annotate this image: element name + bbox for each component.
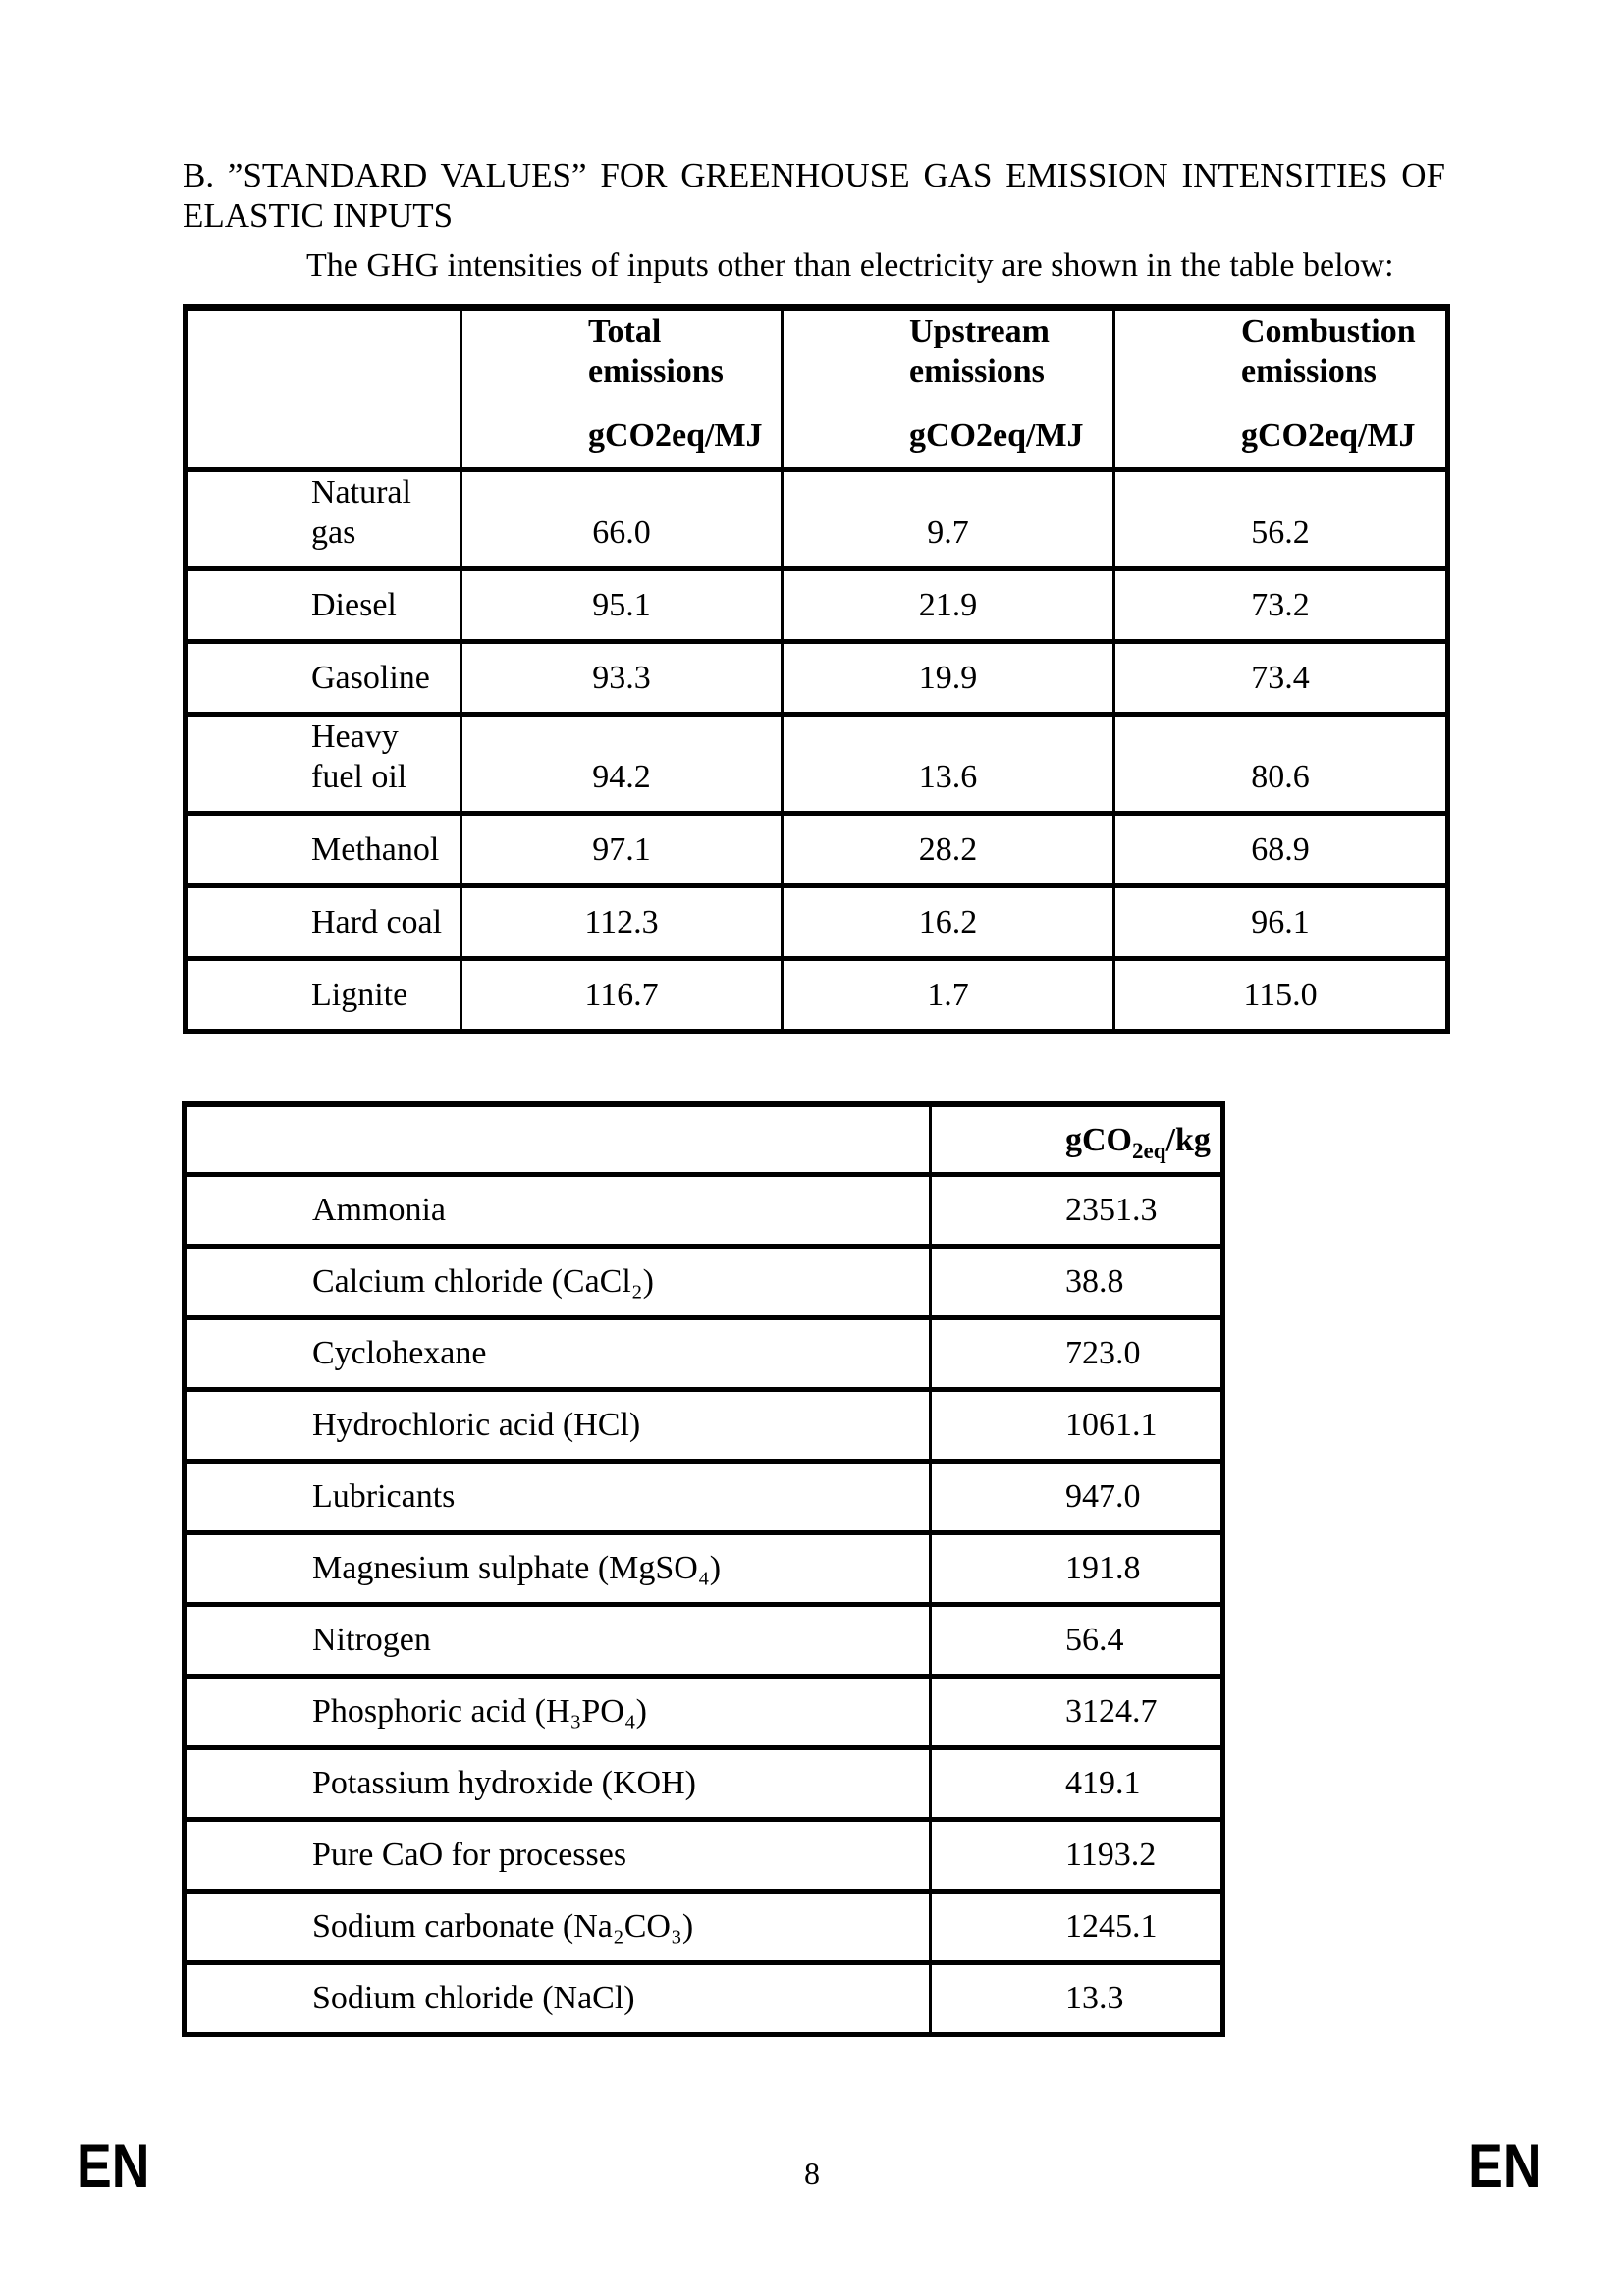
chemical-row-label: Pure CaO for processes (185, 1819, 931, 1891)
column-title: Upstream emissions (909, 313, 1050, 390)
fuel-upstream-emissions-value: 1.7 (783, 959, 1114, 1032)
fuel-row-label: Gasoline (186, 642, 461, 715)
chemical-row-value: 723.0 (931, 1317, 1223, 1389)
chemical-row-value: 1193.2 (931, 1819, 1223, 1891)
chemical-row-value: 419.1 (931, 1747, 1223, 1819)
fuel-emissions-table (183, 304, 1450, 1034)
table-row (185, 1532, 1223, 1604)
fuel-total-emissions-value: 95.1 (461, 569, 783, 642)
table-row (185, 1604, 1223, 1676)
fuel-total-emissions-value: 116.7 (461, 959, 783, 1032)
chemical-row-label: Magnesium sulphate (MgSO₄) (185, 1532, 931, 1604)
chemical-row-value: 38.8 (931, 1246, 1223, 1317)
fuel-upstream-emissions-value: 9.7 (783, 470, 1114, 569)
chemical-row-value: 191.8 (931, 1532, 1223, 1604)
table-row (185, 1962, 1223, 2034)
fuel-upstream-emissions-value: 13.6 (783, 715, 1114, 814)
table-row (185, 1317, 1223, 1389)
chemical-row-value: 56.4 (931, 1604, 1223, 1676)
fuel-combustion-emissions-value: 115.0 (1114, 959, 1448, 1032)
unit-subscript: 2eq (1132, 1138, 1166, 1163)
unit-suffix: /kg (1165, 1121, 1211, 1158)
fuel-combustion-emissions-value: 56.2 (1114, 470, 1448, 569)
table-row (185, 1246, 1223, 1317)
table-row (185, 1819, 1223, 1891)
column-unit: gCO2eq/MJ (909, 417, 1084, 454)
chemical-table-header-row (185, 1104, 1223, 1174)
section-heading-line1: B. ”STANDARD VALUES” FOR GREENHOUSE GAS EMISSION INTENSITIES OF (183, 156, 1445, 194)
fuel-table-corner-cell (186, 308, 461, 470)
chemical-row-label: Ammonia (185, 1174, 931, 1246)
fuel-row-label: Heavy fuel oil (186, 715, 461, 814)
fuel-upstream-emissions-value: 16.2 (783, 886, 1114, 959)
section-heading (183, 155, 1445, 236)
chemical-row-label: Sodium chloride (NaCl) (185, 1962, 931, 2034)
fuel-combustion-emissions-value: 80.6 (1114, 715, 1448, 814)
table-row (186, 642, 1448, 715)
table-row (185, 1174, 1223, 1246)
fuel-upstream-emissions-value: 28.2 (783, 814, 1114, 886)
chemical-row-value: 1061.1 (931, 1389, 1223, 1461)
table-row (186, 814, 1448, 886)
fuel-upstream-emissions-value: 19.9 (783, 642, 1114, 715)
chemical-row-label: Potassium hydroxide (KOH) (185, 1747, 931, 1819)
chemical-row-label: Calcium chloride (CaCl₂) (185, 1246, 931, 1317)
fuel-total-emissions-value: 97.1 (461, 814, 783, 886)
chemical-row-label: Sodium carbonate (Na₂CO₃) (185, 1891, 931, 1962)
chemical-row-value: 947.0 (931, 1461, 1223, 1532)
fuel-row-label: Lignite (186, 959, 461, 1032)
page-number: 8 (804, 2156, 820, 2191)
table-row (185, 1891, 1223, 1962)
fuel-row-label: Natural gas (186, 470, 461, 569)
chemical-row-value: 13.3 (931, 1962, 1223, 2034)
fuel-table-header-row (186, 308, 1448, 470)
chemical-row-value: 3124.7 (931, 1676, 1223, 1747)
fuel-combustion-emissions-value: 73.4 (1114, 642, 1448, 715)
chemical-row-label: Nitrogen (185, 1604, 931, 1676)
fuel-total-emissions-value: 66.0 (461, 470, 783, 569)
chemical-row-label: Lubricants (185, 1461, 931, 1532)
chemical-row-label: Phosphoric acid (H₃PO₄) (185, 1676, 931, 1747)
fuel-table-column-header (783, 308, 1114, 470)
column-unit: gCO2eq/MJ (1241, 417, 1416, 454)
fuel-row-label: Diesel (186, 569, 461, 642)
intro-paragraph: The GHG intensities of inputs other than electricity are shown in the table below: (306, 247, 1394, 284)
fuel-row-label: Hard coal (186, 886, 461, 959)
table-row (186, 470, 1448, 569)
chemical-row-label: Hydrochloric acid (HCl) (185, 1389, 931, 1461)
fuel-total-emissions-value: 94.2 (461, 715, 783, 814)
chemical-table-unit-header (931, 1104, 1223, 1174)
chemical-row-value: 1245.1 (931, 1891, 1223, 1962)
chemical-row-value: 2351.3 (931, 1174, 1223, 1246)
chemical-row-label: Cyclohexane (185, 1317, 931, 1389)
column-title: Total emissions (588, 313, 724, 390)
table-row (186, 715, 1448, 814)
table-row (185, 1461, 1223, 1532)
unit-prefix: gCO (1065, 1121, 1132, 1158)
column-unit: gCO2eq/MJ (588, 417, 763, 454)
chemical-table-corner-cell (185, 1104, 931, 1174)
footer-language-code-left: EN (77, 2132, 150, 2201)
table-row (185, 1747, 1223, 1819)
fuel-combustion-emissions-value: 73.2 (1114, 569, 1448, 642)
table-row (186, 886, 1448, 959)
table-row (185, 1389, 1223, 1461)
column-title: Combustion emissions (1241, 313, 1416, 390)
fuel-upstream-emissions-value: 21.9 (783, 569, 1114, 642)
fuel-total-emissions-value: 112.3 (461, 886, 783, 959)
fuel-total-emissions-value: 93.3 (461, 642, 783, 715)
fuel-combustion-emissions-value: 96.1 (1114, 886, 1448, 959)
section-heading-line2: ELASTIC INPUTS (183, 196, 454, 235)
table-row (186, 569, 1448, 642)
table-row (186, 959, 1448, 1032)
fuel-table-column-header (461, 308, 783, 470)
footer-language-code-right: EN (1468, 2132, 1542, 2201)
fuel-combustion-emissions-value: 68.9 (1114, 814, 1448, 886)
chemical-emissions-table (182, 1101, 1225, 2037)
fuel-table-column-header (1114, 308, 1448, 470)
fuel-row-label: Methanol (186, 814, 461, 886)
table-row (185, 1676, 1223, 1747)
